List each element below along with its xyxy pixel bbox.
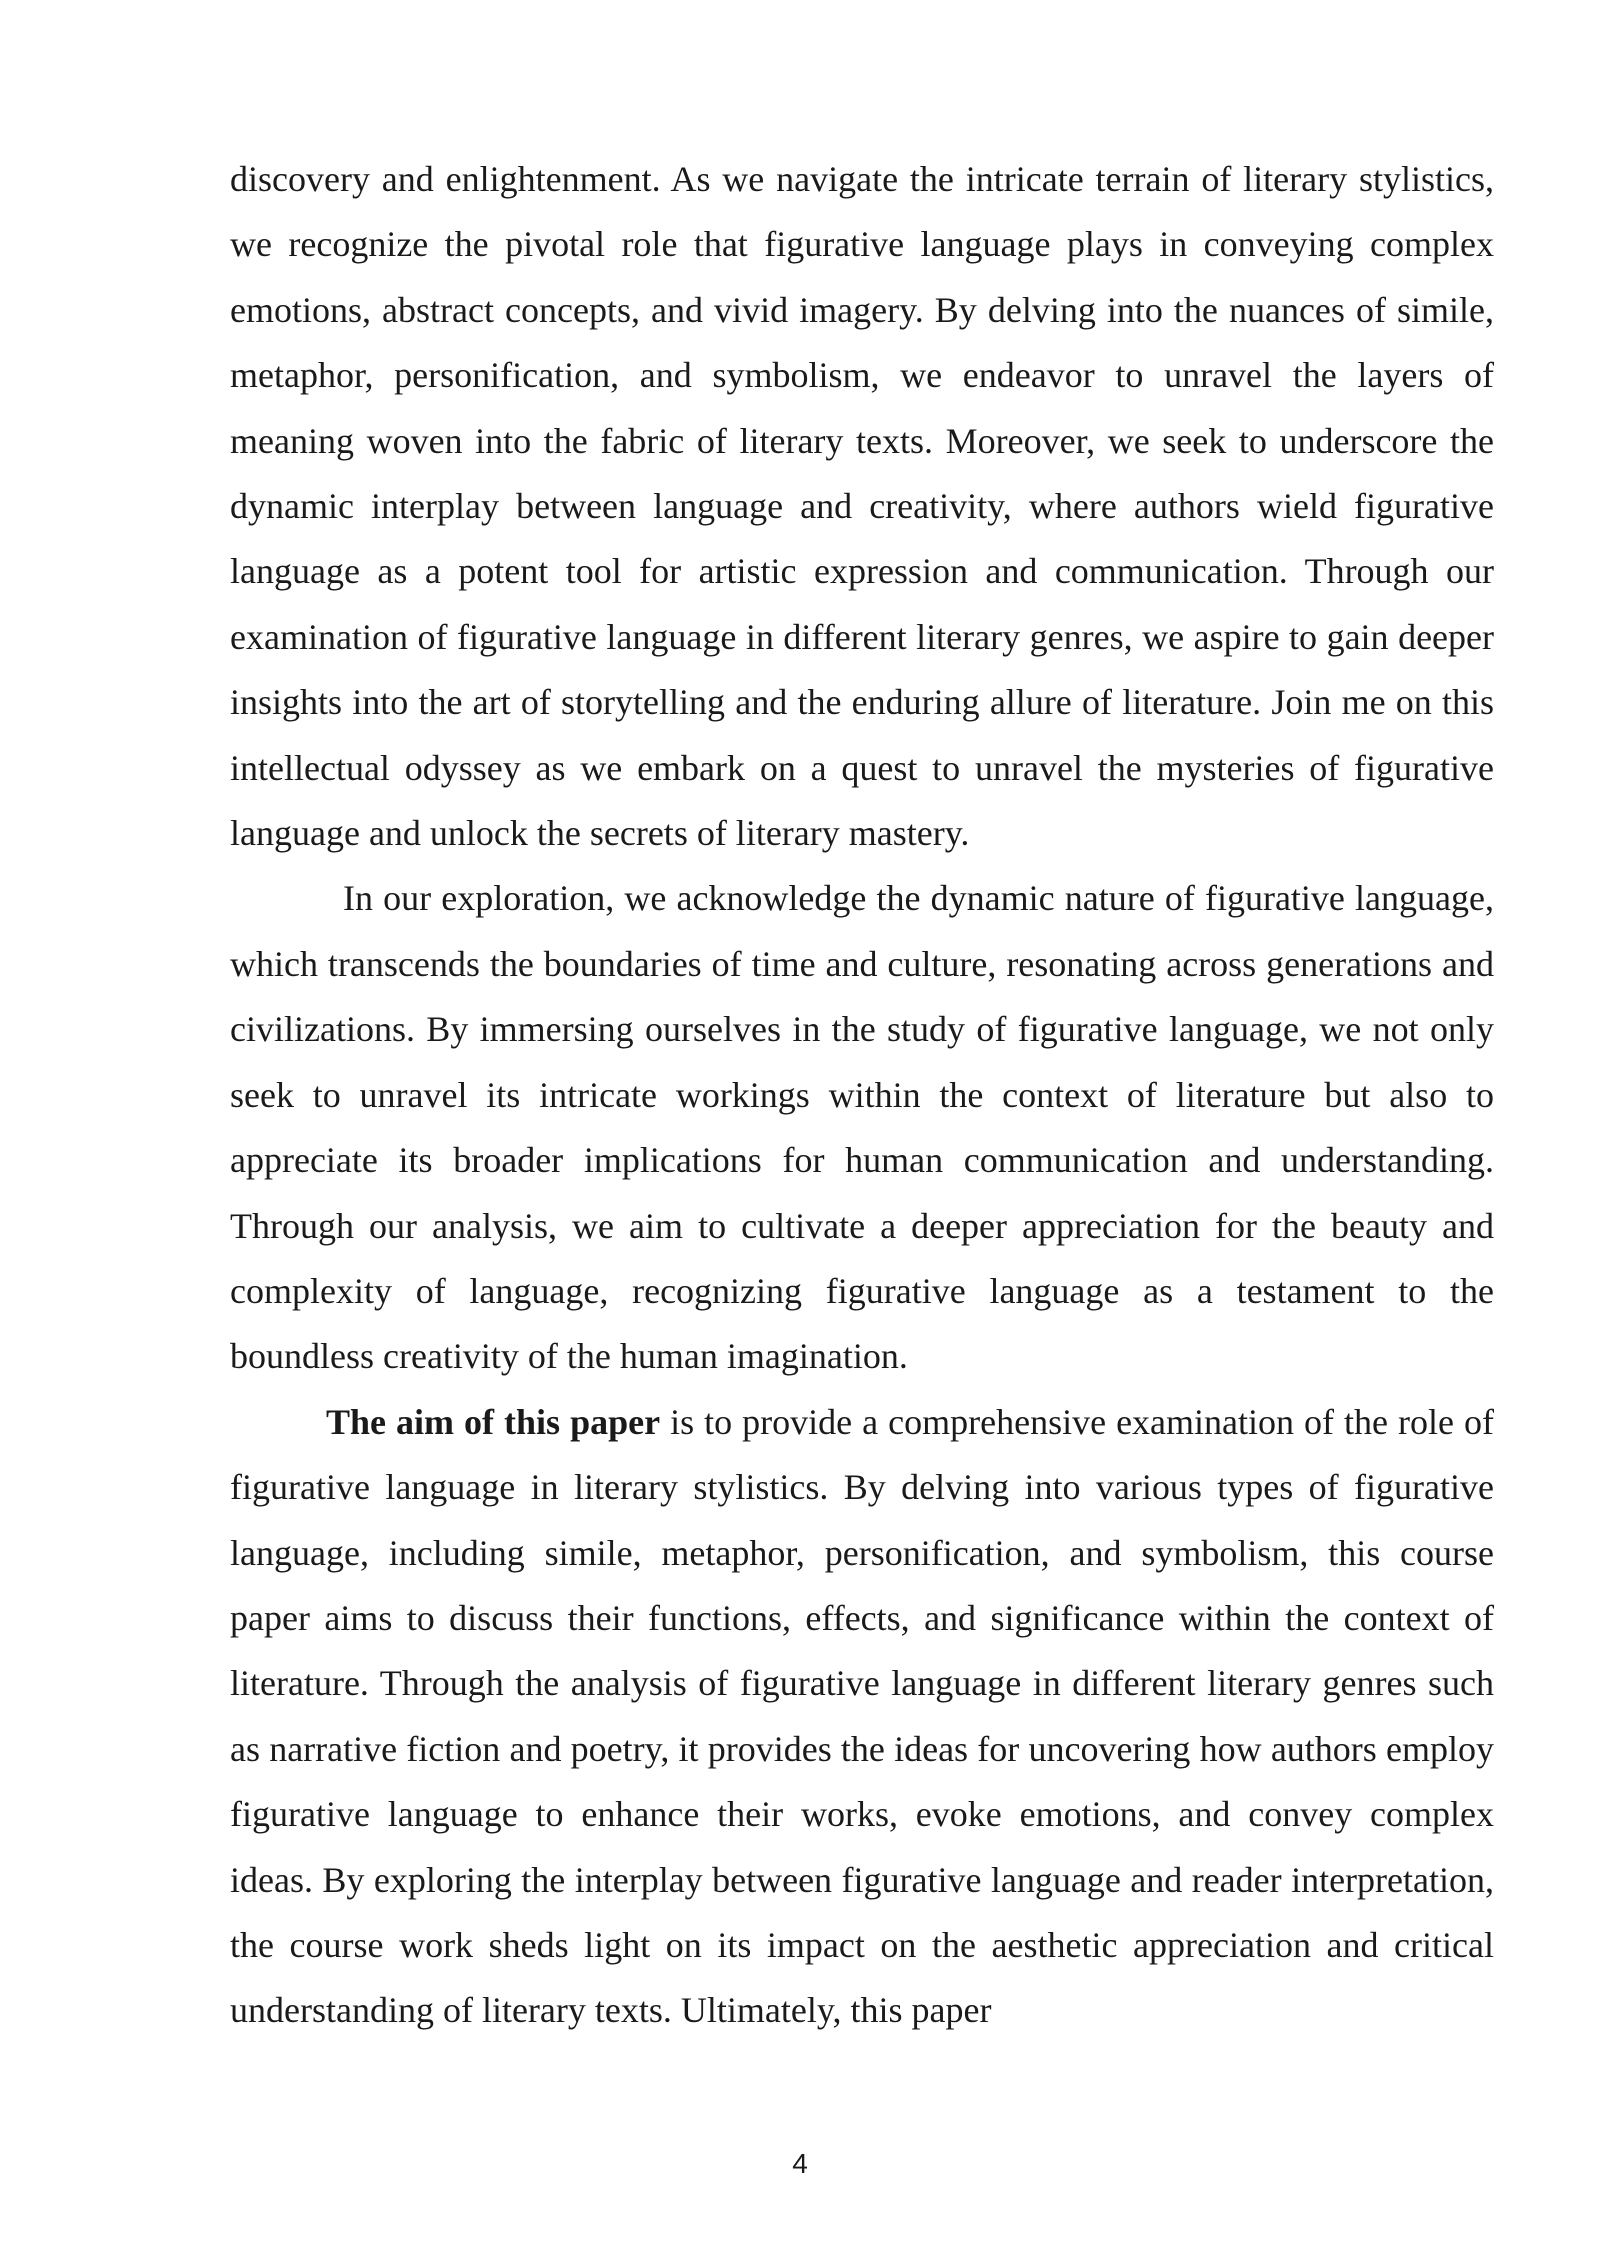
paragraph-3 — [230, 1390, 1494, 2044]
document-page — [230, 147, 1494, 2044]
page-number: 4 — [792, 2148, 808, 2179]
paragraph-3-body: is to provide a comprehensive examination of the role of figurative language in literary stylistics. By delving into various types of figurative language, including simile, metaphor, personification, and symbolism, this course paper aims to discuss their functions, effects, and significance within the context of literature. Through the analysis of figurative language in different literary genres such as narrative fiction and poetry, it provides the ideas for uncovering how authors employ figurative language to enhance their works, evoke emotions, and convey complex ideas. By exploring the interplay between figurative language and reader interpretation, the course work sheds light on its impact on the aesthetic appreciation and critical understanding of literary texts. Ultimately, this paper — [230, 1401, 1495, 2031]
paragraph-2: In our exploration, we acknowledge the dynamic nature of figurative language, which transcends the boundaries of time and culture, resonating across generations and civilizations. By immersing ourselves in the study of figurative language, we not only seek to unravel its intricate workings within the context of literature but also to appreciate its broader implications for human communication and understanding. Through our analysis, we aim to cultivate a deeper appreciation for the beauty and complexity of language, recognizing figurative language as a testament to the boundless creativity of the human imagination. — [230, 878, 1494, 1377]
paragraph-3-bold-lead: The aim of this paper — [326, 1401, 661, 1442]
paragraph-1: discovery and enlightenment. As we navigate the intricate terrain of literary stylistics, we recognize the pivotal role that figurative language plays in conveying complex emotions, abstract concepts, and vivid imagery. By delving into the nuances of simile, metaphor, personification, and symbolism, we endeavor to unravel the layers of meaning woven into the fabric of literary texts. Moreover, we seek to underscore the dynamic interplay between language and creativity, where authors wield figurative language as a potent tool for artistic expression and communication. Through our examination of figurative language in different literary genres, we aspire to gain deeper insights into the art of storytelling and the enduring allure of literature. Join me on this intellectual odyssey as we embark on a quest to unravel the mysteries of figurative language and unlock the secrets of literary mastery. — [230, 159, 1494, 854]
